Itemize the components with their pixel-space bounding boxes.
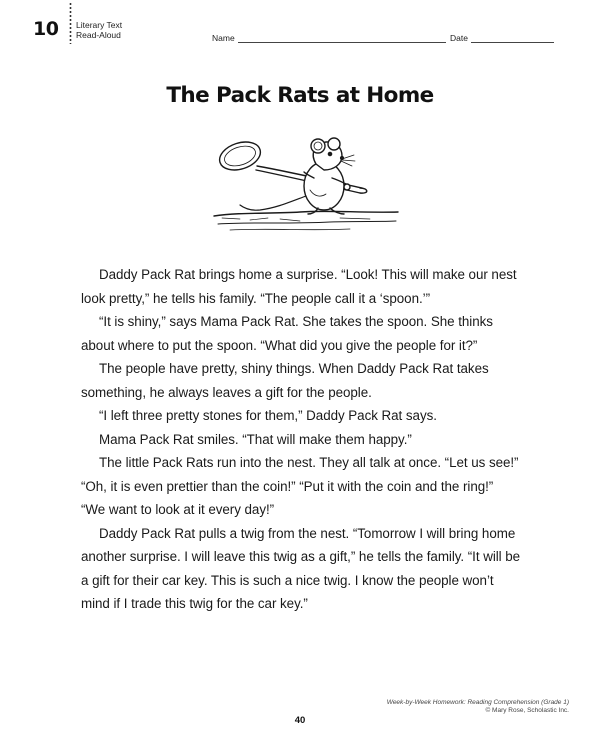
page-title: The Pack Rats at Home [166, 83, 434, 108]
story-paragraph: The little Pack Rats run into the nest. They all talk at once. “Let us see!” “Oh, it is even prettier than the coin!” “Put it with the coin and the ring!” “We want to look at it every day!” [81, 455, 519, 517]
section-label-line-2: Read-Aloud [76, 30, 121, 40]
name-label: Name [212, 33, 235, 43]
dotted-divider [69, 2, 72, 44]
story-paragraph: “I left three pretty stones for them,” Daddy Pack Rat says. [99, 408, 437, 423]
section-label-line-1: Literary Text [76, 20, 123, 30]
page-header [0, 0, 600, 50]
pack-rat-carrying-spoon-illustration [210, 132, 404, 250]
story-paragraph: The people have pretty, shiny things. When Daddy Pack Rat takes something, he always leaves a gift for the people. [81, 361, 489, 400]
name-field[interactable] [212, 33, 446, 43]
lesson-number: 10 [33, 18, 59, 40]
section-label [76, 20, 122, 40]
name-line[interactable] [238, 34, 446, 43]
story-paragraph: Mama Pack Rat smiles. “That will make them happy.” [99, 431, 412, 447]
story-paragraph: Daddy Pack Rat pulls a twig from the nest. “Tomorrow I will bring home another surprise. I will leave this twig as a gift,” he tells the family. “It will be a gift for their car key. This is such a nice twig. I know the people won’t mind if I trade this twig for the car key.” [81, 525, 521, 611]
story-paragraph: Daddy Pack Rat brings home a surprise. “Look! This will make our nest look pretty,” he tells his family. “The people call it a ‘spoon.’” [81, 267, 517, 306]
story-text [81, 263, 521, 616]
page-number: 40 [294, 715, 306, 726]
credit-book-title: Week-by-Week Homework: Reading Comprehension (Grade 1) [386, 699, 569, 706]
footer-credit [387, 699, 569, 715]
story-paragraph: “It is shiny,” says Mama Pack Rat. She takes the spoon. She thinks about where to put the spoon. “What did you give the people for it?” [81, 314, 493, 353]
date-label: Date [450, 33, 468, 43]
credit-copyright: © Mary Rose, Scholastic Inc. [485, 707, 569, 714]
date-field[interactable] [450, 33, 554, 43]
date-line[interactable] [471, 34, 554, 43]
